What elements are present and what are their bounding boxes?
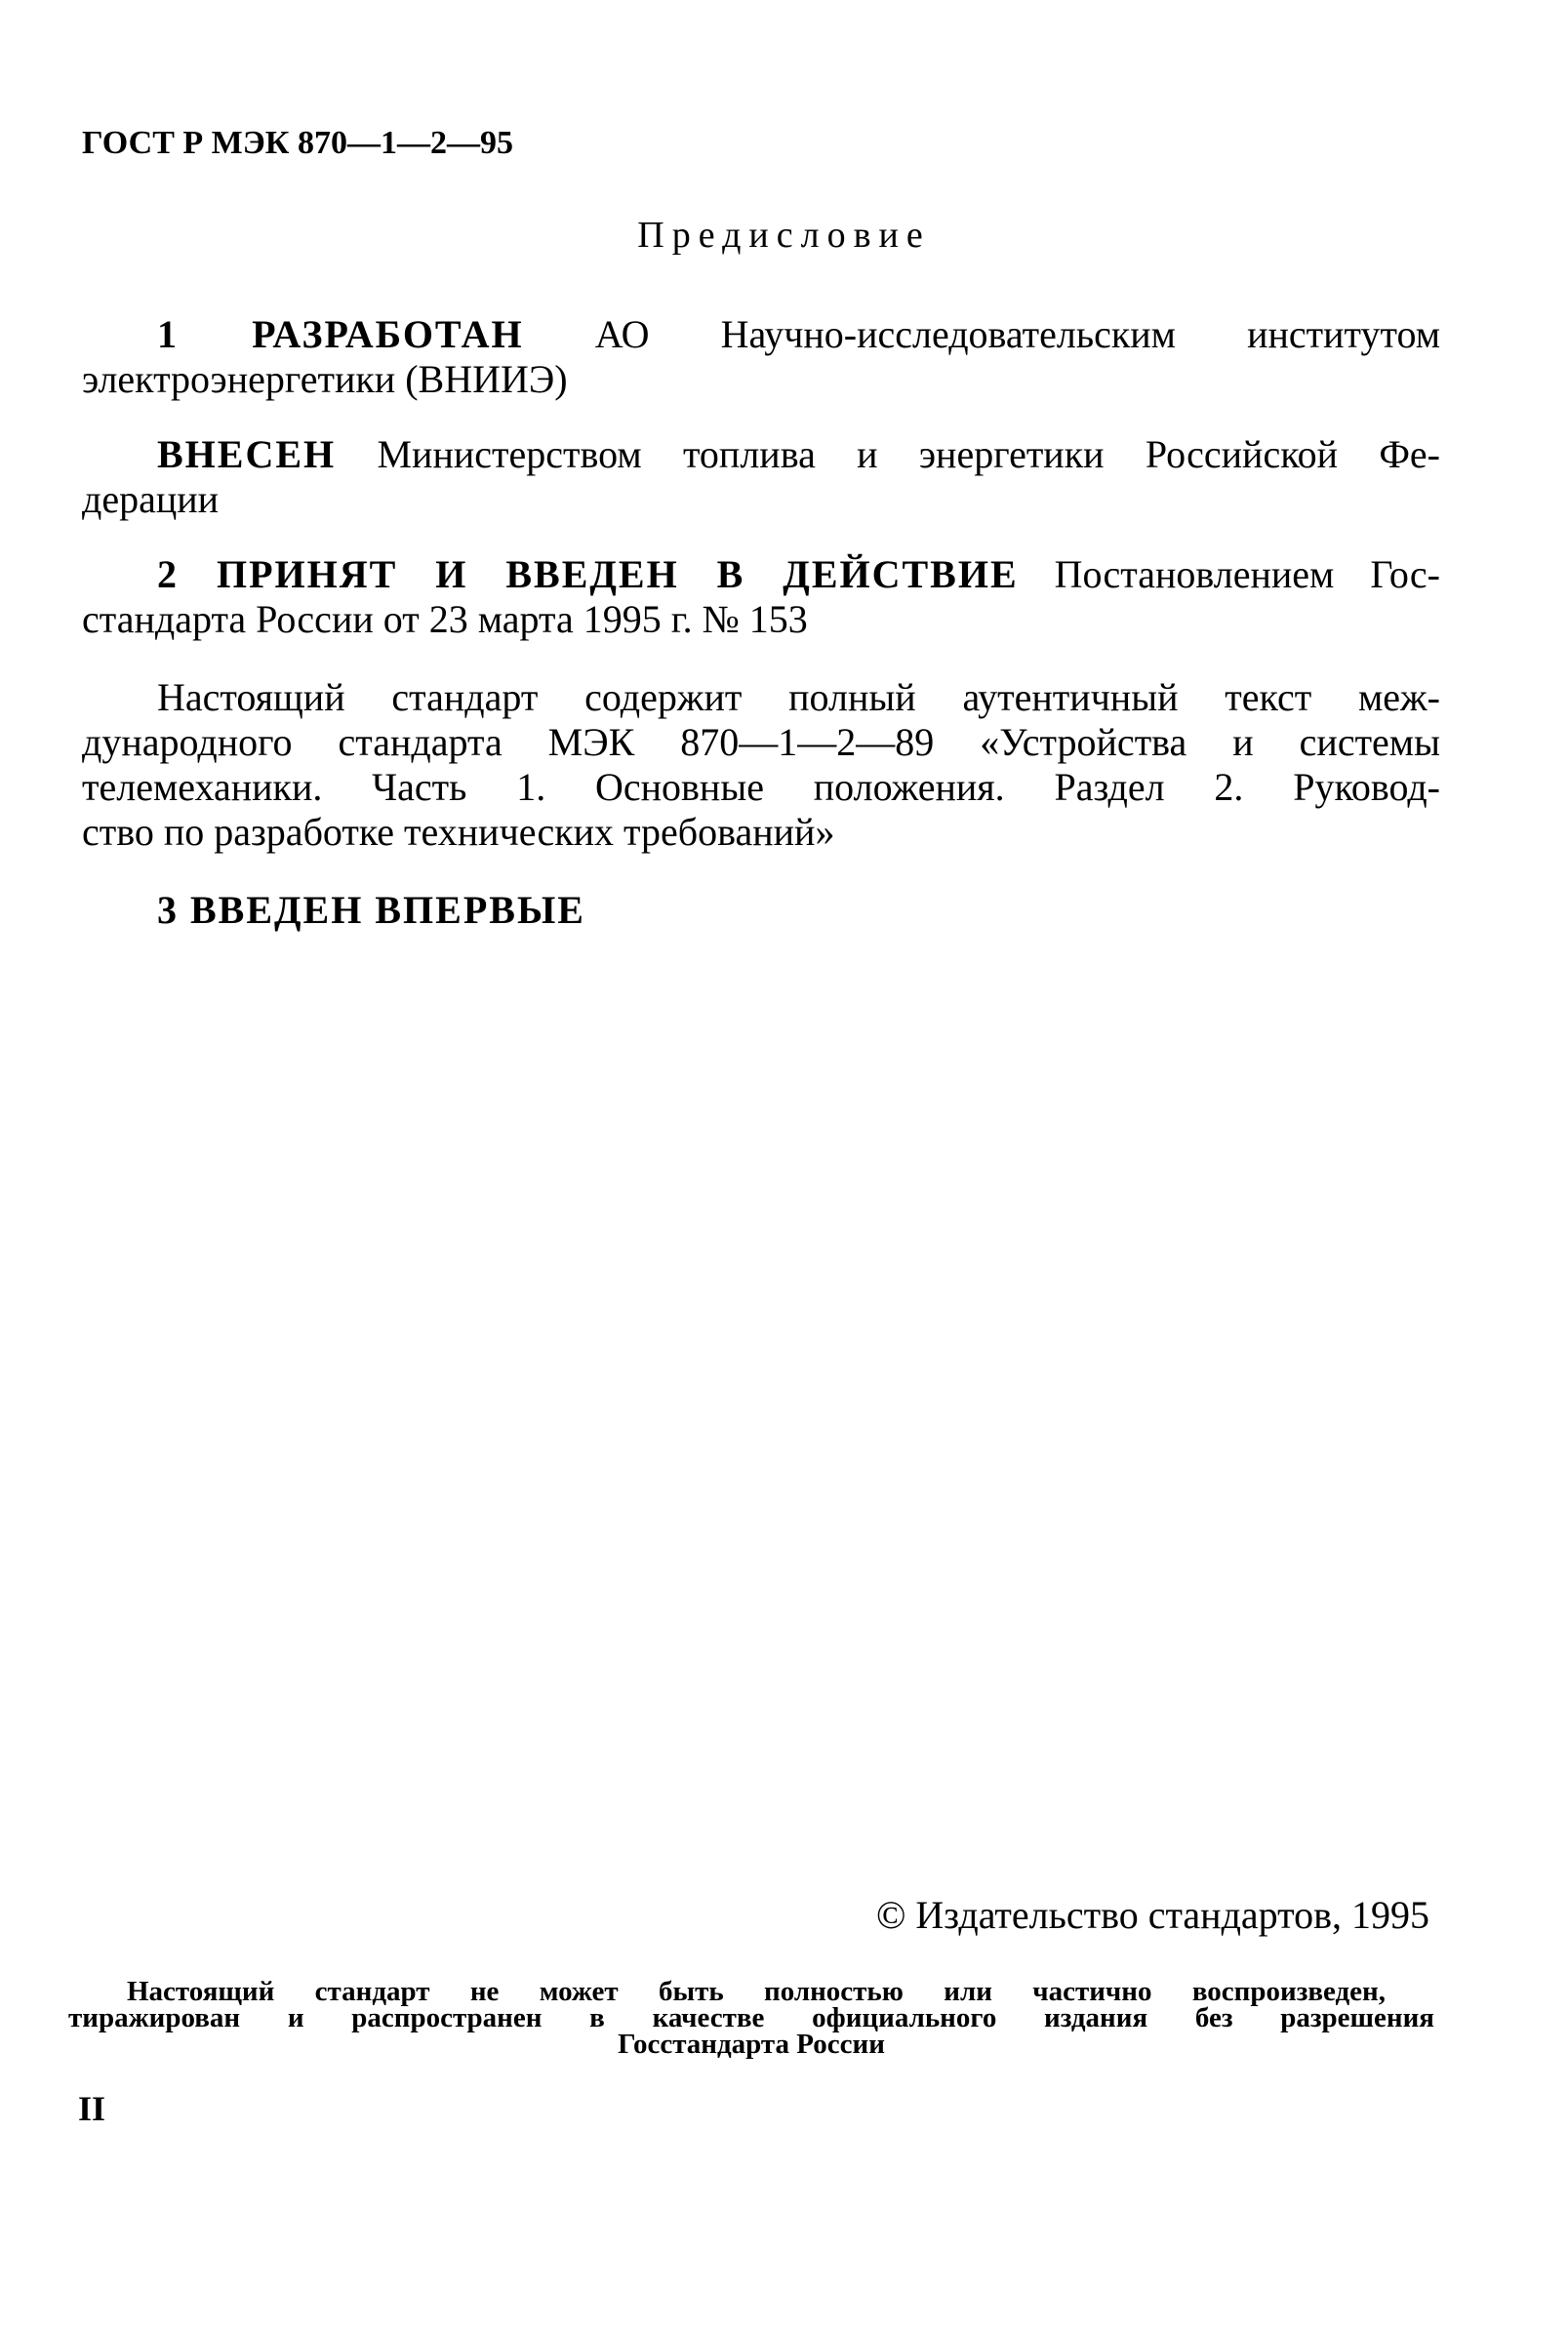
page-number: II xyxy=(78,2089,106,2128)
paragraph-3-line-2: стандарта России от 23 марта 1995 г. № 153 xyxy=(82,597,808,641)
bold-term: 1 РАЗРАБОТАН xyxy=(157,312,524,356)
text: Министерством топлива и энергетики Российской Фе- xyxy=(377,432,1440,476)
paragraph-1-line-2: электроэнергетики (ВНИИЭ) xyxy=(82,357,568,401)
notice-line-1: Настоящий стандарт не может быть полностью или частично воспроизведен, xyxy=(127,1976,1386,2007)
bold-term: 3 ВВЕДЕН ВПЕРВЫЕ xyxy=(157,888,585,932)
text: Постановлением Гос- xyxy=(1054,552,1441,596)
paragraph-2-line-1 xyxy=(157,432,1440,477)
paragraph-4-line-2: дународного стандарта МЭК 870—1—2—89 «Устройства и системы xyxy=(82,720,1440,764)
paragraph-4-line-4: ство по разработке технических требований» xyxy=(82,810,835,854)
notice-line-2: тиражирован и распространен в качестве официального издания без разрешения xyxy=(68,2002,1434,2033)
paragraph-3-line-1 xyxy=(157,552,1440,597)
paragraph-2-line-2: дерации xyxy=(82,477,220,521)
paragraph-4-line-1: Настоящий стандарт содержит полный аутентичный текст меж- xyxy=(157,675,1440,719)
copyright: © Издательство стандартов, 1995 xyxy=(875,1893,1429,1937)
bold-term: 2 ПРИНЯТ И ВВЕДЕН В ДЕЙСТВИЕ xyxy=(157,552,1019,596)
paragraph-1-line-1 xyxy=(157,312,1440,357)
notice-line-3: Госстандарта России xyxy=(618,2029,885,2060)
paragraph-4-line-3: телемеханики. Часть 1. Основные положения. Раздел 2. Руковод- xyxy=(82,765,1440,809)
bold-term: ВНЕСЕН xyxy=(157,432,337,476)
document-header: ГОСТ Р МЭК 870—1—2—95 xyxy=(82,125,513,161)
paragraph-5 xyxy=(157,888,1440,933)
page-title: Предисловие xyxy=(637,215,931,256)
text: АО Научно-исследовательским институтом xyxy=(594,312,1441,356)
